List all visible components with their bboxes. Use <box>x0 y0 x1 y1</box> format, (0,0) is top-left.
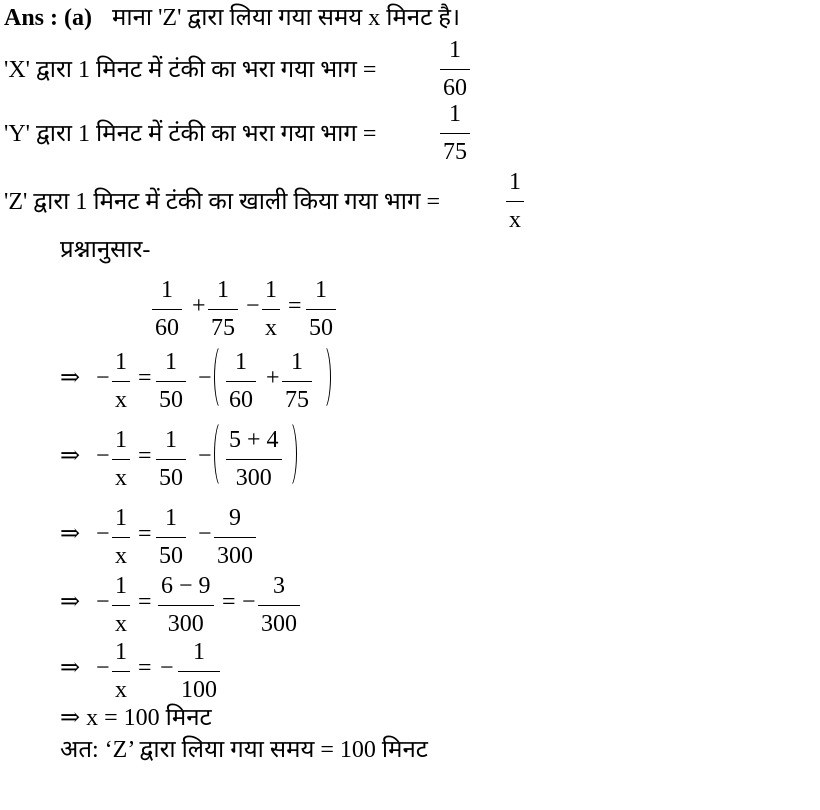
minus-sign: − <box>198 443 212 469</box>
given-x-fraction <box>440 38 470 100</box>
fraction-denominator: 60 <box>443 75 467 101</box>
minus-sign: − <box>96 521 110 547</box>
minus-sign: − <box>198 365 212 391</box>
step1-a: 1 50 <box>156 350 186 412</box>
equals-sign: = <box>288 293 302 319</box>
given-z-text: 'Z' द्वारा 1 मिनट में टंकी का खाली किया गया भाग = <box>4 189 440 215</box>
conclusion-line: अत: ‘Z’ द्वारा लिया गया समय = 100 मिनट <box>60 737 428 763</box>
answer-line <box>4 6 460 30</box>
right-paren <box>284 420 297 488</box>
minus-sign: − <box>198 521 212 547</box>
step4-a: 6 − 9 300 <box>158 574 214 636</box>
step3-lhs: 1 x <box>112 506 130 568</box>
fraction-numerator: 1 <box>449 37 461 63</box>
given-z-fraction: 1 x <box>506 170 524 232</box>
implies-arrow: ⇒ <box>60 443 81 469</box>
eq0-term3: 1 x <box>262 278 280 340</box>
step2-b: 5 + 4 300 <box>226 428 282 490</box>
step2-a: 1 50 <box>156 428 186 490</box>
step3-a: 1 50 <box>156 506 186 568</box>
eq0-term2: 1 75 <box>208 278 238 340</box>
minus-sign: − <box>96 655 110 681</box>
according-to-question: प्रश्नानुसार- <box>60 237 151 263</box>
answer-text: माना 'Z' द्वारा लिया गया समय x मिनट है। <box>112 5 461 31</box>
minus-sign: − <box>160 655 174 681</box>
answer-label: Ans : (a) <box>4 5 92 31</box>
step4-lhs: 1 x <box>112 574 130 636</box>
plus-sign: + <box>192 293 206 319</box>
step4-b: 3 300 <box>258 574 300 636</box>
minus-sign: − <box>96 443 110 469</box>
eq0-term1: 1 60 <box>152 278 182 340</box>
right-paren <box>318 344 331 410</box>
implies-arrow: ⇒ <box>60 521 81 547</box>
result-line: ⇒ x = 100 मिनट <box>60 705 212 731</box>
step5-a: 1 100 <box>178 640 220 702</box>
implies-arrow: ⇒ <box>60 655 81 681</box>
minus-sign: − <box>96 365 110 391</box>
fraction-bar <box>440 69 470 70</box>
equals-sign: = <box>138 521 152 547</box>
implies-arrow: ⇒ <box>60 365 81 391</box>
given-y-fraction: 1 75 <box>440 102 470 164</box>
equals-sign: = <box>138 365 152 391</box>
plus-sign: + <box>266 365 280 391</box>
step5-lhs: 1 x <box>112 640 130 702</box>
equals-sign: = <box>138 443 152 469</box>
step3-b: 9 300 <box>214 506 256 568</box>
equals-sign: = <box>222 589 236 615</box>
step2-lhs: 1 x <box>112 428 130 490</box>
given-y-text: 'Y' द्वारा 1 मिनट में टंकी का भरा गया भाग = <box>4 121 377 147</box>
minus-sign: − <box>246 293 260 319</box>
eq0-rhs: 1 50 <box>306 278 336 340</box>
minus-sign: − <box>242 589 256 615</box>
equals-sign: = <box>138 589 152 615</box>
step1-c: 1 75 <box>282 350 312 412</box>
step1-b: 1 60 <box>226 350 256 412</box>
implies-arrow: ⇒ <box>60 589 81 615</box>
step1-lhs: 1 x <box>112 350 130 412</box>
equals-sign: = <box>138 655 152 681</box>
minus-sign: − <box>96 589 110 615</box>
given-x-text: 'X' द्वारा 1 मिनट में टंकी का भरा गया भाग = <box>4 57 377 83</box>
